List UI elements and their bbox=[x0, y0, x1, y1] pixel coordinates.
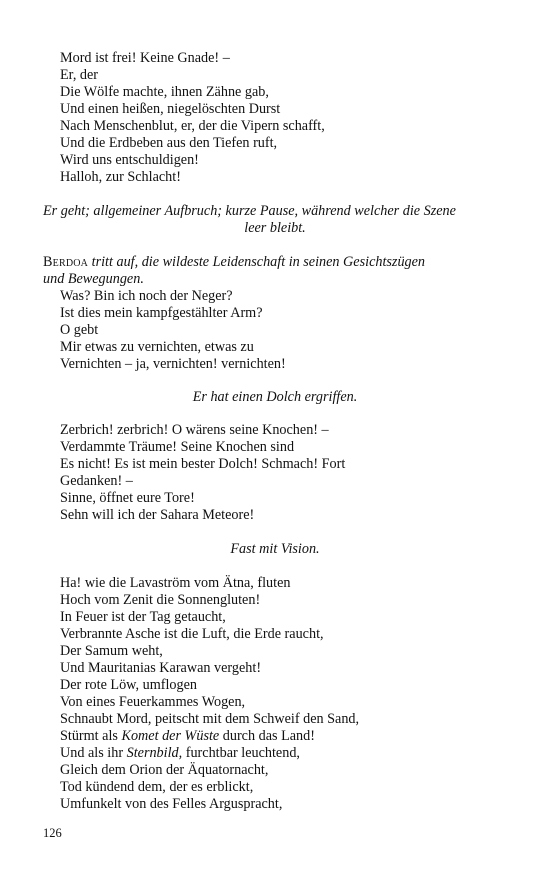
verse-line: Nach Menschenblut, er, der die Vipern schafft, bbox=[60, 118, 325, 134]
verse-line: Mord ist frei! Keine Gnade! – bbox=[60, 50, 230, 66]
verse-line: Was? Bin ich noch der Neger? bbox=[60, 288, 233, 304]
stage-direction-3 bbox=[0, 541, 550, 558]
verse-line: Von eines Feuerkammes Wogen, bbox=[60, 694, 246, 710]
verse-line: Der Samum weht, bbox=[60, 643, 163, 659]
stage-direction-line: Er geht; allgemeiner Aufbruch; kurze Pause, während welcher die Szene bbox=[43, 203, 456, 219]
stage-direction-1 bbox=[0, 203, 550, 237]
stage-direction-line: Er hat einen Dolch ergriffen. bbox=[192, 389, 358, 405]
verse-line: Schnaubt Mord, peitscht mit dem Schweif den Sand, bbox=[60, 711, 360, 727]
verse-text: Stürmt als bbox=[60, 728, 122, 744]
verse-italic-text: Sternbild, bbox=[126, 745, 183, 761]
verse-line: Und einen heißen, niegelöschten Durst bbox=[60, 101, 281, 117]
verse-stanza-3 bbox=[0, 422, 550, 524]
verse-line: Mir etwas zu vernichten, etwas zu bbox=[60, 339, 254, 355]
verse-text: furchtbar leuchtend, bbox=[182, 745, 300, 761]
verse-line: Gedanken! – bbox=[60, 473, 133, 489]
verse-line: Vernichten – ja, vernichten! vernichten! bbox=[60, 356, 286, 372]
verse-stanza-2 bbox=[0, 288, 550, 373]
verse-line: Verdammte Träume! Seine Knochen sind bbox=[60, 439, 295, 455]
verse-line: Wird uns entschuldigen! bbox=[60, 152, 199, 168]
verse-line: Der rote Löw, umflogen bbox=[60, 677, 197, 693]
verse-line: Ha! wie die Lavaström vom Ätna, fluten bbox=[60, 575, 291, 591]
verse-line: Sinne, öffnet eure Tore! bbox=[60, 490, 195, 506]
stage-direction-line: leer bleibt. bbox=[244, 220, 306, 236]
verse-stanza-4 bbox=[0, 575, 550, 813]
verse-line: Ist dies mein kampfgestählter Arm? bbox=[60, 305, 263, 321]
verse-line: Es nicht! Es ist mein bester Dolch! Schmach! Fort bbox=[60, 456, 346, 472]
speaker-name: Berdoa bbox=[43, 254, 89, 270]
verse-text: durch das Land! bbox=[219, 728, 315, 744]
stage-direction-2 bbox=[0, 389, 550, 406]
stage-direction-line: Fast mit Vision. bbox=[230, 541, 320, 557]
speaker-entry bbox=[0, 254, 550, 288]
verse-line: Er, der bbox=[60, 67, 99, 83]
verse-line: Zerbrich! zerbrich! O wärens seine Knochen! – bbox=[60, 422, 329, 438]
page-number: 126 bbox=[43, 826, 62, 840]
verse-italic-text: Komet der Wüste bbox=[121, 728, 220, 744]
verse-line: Die Wölfe machte, ihnen Zähne gab, bbox=[60, 84, 269, 100]
verse-line: Hoch vom Zenit die Sonnengluten! bbox=[60, 592, 261, 608]
verse-line: Verbrannte Asche ist die Luft, die Erde raucht, bbox=[60, 626, 324, 642]
speaker-entry-line bbox=[0, 254, 550, 271]
verse-text: Und als ihr bbox=[60, 745, 127, 761]
verse-line bbox=[0, 728, 550, 745]
verse-line: Sehn will ich der Sahara Meteore! bbox=[60, 507, 255, 523]
verse-line: Und die Erdbeben aus den Tiefen ruft, bbox=[60, 135, 278, 151]
stage-direction-line: und Bewegungen. bbox=[43, 271, 144, 287]
verse-line: Tod kündend dem, der es erblickt, bbox=[60, 779, 254, 795]
verse-stanza-1 bbox=[0, 50, 550, 186]
verse-line: Und Mauritanias Karawan vergeht! bbox=[60, 660, 262, 676]
verse-line: In Feuer ist der Tag getaucht, bbox=[60, 609, 226, 625]
verse-line bbox=[0, 745, 550, 762]
stage-direction-text: tritt auf, die wildeste Leidenschaft in seinen Gesichtszügen bbox=[88, 254, 426, 270]
verse-line: Umfunkelt von des Felles Arguspracht, bbox=[60, 796, 283, 812]
verse-line: Gleich dem Orion der Äquatornacht, bbox=[60, 762, 269, 778]
verse-line: Halloh, zur Schlacht! bbox=[60, 169, 181, 185]
verse-line: O gebt bbox=[60, 322, 99, 338]
